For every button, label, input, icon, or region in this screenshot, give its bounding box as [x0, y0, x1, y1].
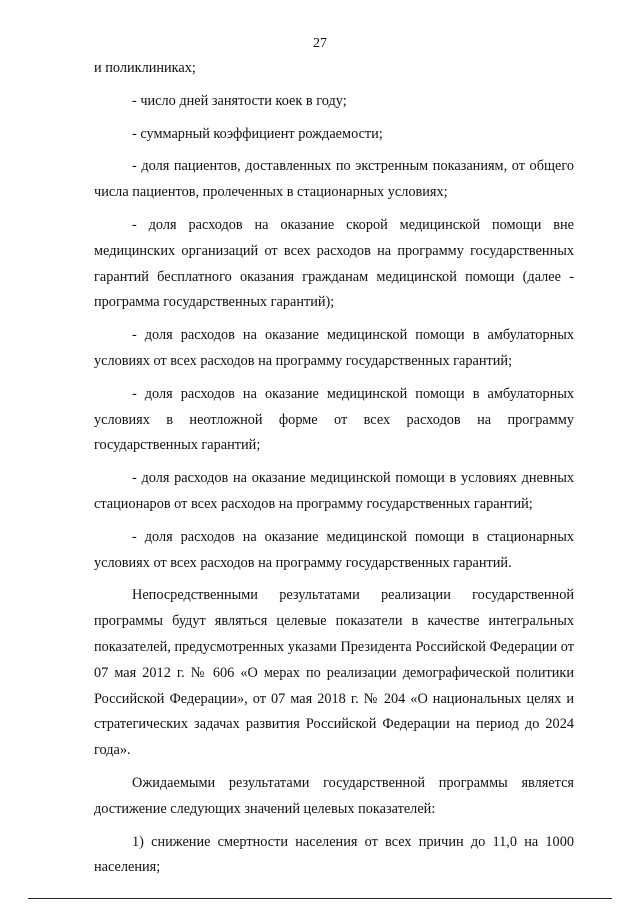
page-bottom-rule — [28, 898, 612, 899]
paragraph-expected-results: Ожидаемыми результатами государственной программы является достижение следующих значений целевых показателей: — [94, 774, 574, 817]
list-item-day-hospital-costs: - доля расходов на оказание медицинской помощи в условиях дневных стационаров от всех расходов на программу государственных гарантий; — [94, 470, 574, 512]
list-item-urgent-outpatient-costs: - доля расходов на оказание медицинской помощи в амбулаторных условиях в неотложной форме от всех расходов на программу государственных гарантий; — [94, 385, 574, 454]
list-item-inpatient-costs: - доля расходов на оказание медицинской помощи в стационарных условиях от всех расходов на программу государственных гарантий. — [94, 528, 574, 571]
paragraph-continuation: и поликлиниках; — [94, 60, 196, 76]
document-body — [94, 56, 574, 881]
list-item-mortality-reduction: 1) снижение смертности населения от всех причин до 11,0 на 1000 населения; — [94, 833, 574, 876]
list-item-bed-occupancy: - число дней занятости коек в году; — [132, 92, 347, 109]
list-item-emergency-patients: - доля пациентов, доставленных по экстренным показаниям, от общего числа пациентов, пролеченных в стационарных условиях; — [94, 158, 574, 201]
paragraph-direct-results: Непосредственными результатами реализации государственной программы будут являться целевые показатели в качестве интегральных показателей, предусмотренных указами Президента Российской Федерации от 07 мая 2012 г. № 606 «О мерах по реализации демографической политики Российской Федерации», от 07 мая 2018 г. № 204 «О национальных целях и стратегических задачах развития Российской Федерации на период до 2024 года». — [94, 587, 574, 759]
list-item-fertility-rate: - суммарный коэффициент рождаемости; — [132, 125, 383, 142]
list-item-outpatient-costs: - доля расходов на оказание медицинской помощи в амбулаторных условиях от всех расходов на программу государственных гарантий; — [94, 327, 574, 369]
list-item-emergency-care-costs: - доля расходов на оказание скорой медицинской помощи вне медицинских организаций от всех расходов на программу государственных гарантий бесплатного оказания гражданам медицинской помощи (далее - программа государственных гарантий); — [94, 216, 574, 311]
page-number: 27 — [313, 36, 327, 51]
